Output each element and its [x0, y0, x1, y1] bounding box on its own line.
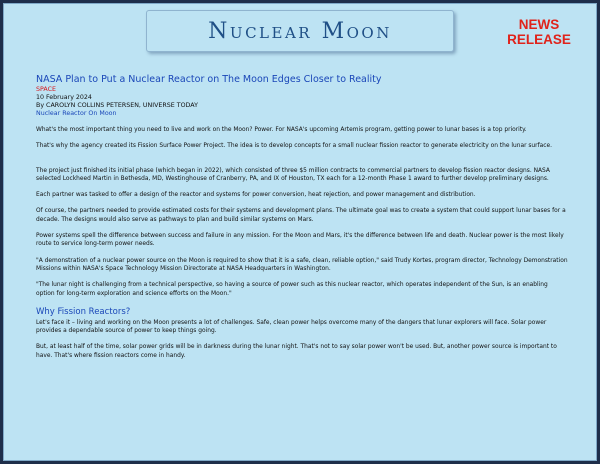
- article: [36, 74, 568, 360]
- paragraph-4: Each partner was tasked to offer a design of the reactor and systems for power conversion, heat rejection, and power management and distribution.: [36, 192, 476, 199]
- page-panel: [3, 3, 597, 461]
- paragraph-7: "A demonstration of a nuclear power source on the Moon is required to show that it is a safe, clean, reliable option," said Trudy Kortes, program director, Technology Demonstration Missions within NASA's Space Technology Mission Directorate at NASA Headquarters in Washington.: [36, 257, 568, 272]
- paragraph-3: The project just finished its initial phase (which began in 2022), which consisted of three $5 million contracts to commercial partners to develop fission reactor designs. NASA selected Lockheed Martin in Bethesda, MD, Westinghouse of Cranberry, PA, and IX of Houston, TX each for a 12-month Phase 1 award to further develop preliminary designs.: [36, 167, 550, 182]
- paragraph-6: Power systems spell the difference between success and failure in any mission. For the Moon and Mars, it's the difference between life and death. Nuclear power is the most likely route to service long-term power needs.: [36, 233, 564, 248]
- page-title: Nuclear Moon: [208, 18, 392, 44]
- article-byline: By CAROLYN COLLINS PETERSEN, UNIVERSE TODAY: [36, 102, 198, 109]
- section-heading: Why Fission Reactors?: [36, 306, 131, 317]
- article-headline: NASA Plan to Put a Nuclear Reactor on The Moon Edges Closer to Reality: [36, 74, 382, 85]
- news-release-label: NEWS RELEASE: [507, 17, 571, 47]
- paragraph-5: Of course, the partners needed to provide estimated costs for their systems and development plans. The ultimate goal was to create a system that could support lunar bases for a decade. The designs would also serve as pathways to plan and build similar systems on Mars.: [36, 208, 566, 223]
- article-category[interactable]: SPACE: [36, 86, 56, 93]
- section-paragraph-2: But, at least half of the time, solar power grids will be in darkness during the lunar night. That's not to say solar power won't be used. But, another power source is important to have. That's where fission reactors come in handy.: [36, 344, 557, 359]
- article-tag[interactable]: Nuclear Reactor On Moon: [36, 110, 117, 117]
- title-box: [146, 10, 454, 52]
- article-date: 10 February 2024: [36, 94, 92, 101]
- paragraph-1: What's the most important thing you need to live and work on the Moon? Power. For NASA's upcoming Artemis program, getting power to lunar bases is a top priority.: [36, 127, 527, 133]
- paragraph-2: That's why the agency created its Fission Surface Power Project. The idea is to develop concepts for a small nuclear fission reactor to generate electricity on the lunar surface.: [36, 143, 553, 150]
- section-paragraph-1: Let's face it – living and working on the Moon presents a lot of challenges. Safe, clean power helps overcome many of the dangers that lunar explorers will face. Solar power provides a dependable source of power to keep things going.: [36, 319, 547, 335]
- paragraph-8: "The lunar night is challenging from a technical perspective, so having a source of power such as this nuclear reactor, which operates independent of the Sun, is an enabling option for long-term exploration and science efforts on the Moon.": [36, 282, 548, 297]
